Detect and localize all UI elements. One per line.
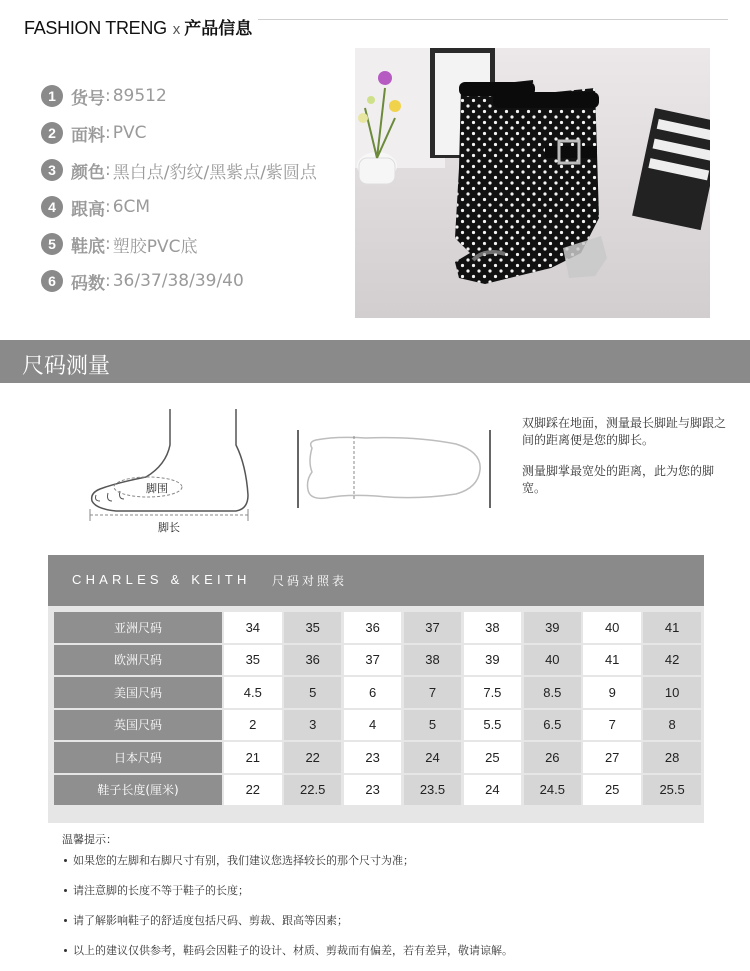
size-cell: 6 [344, 677, 402, 708]
size-cell: 38 [464, 612, 522, 643]
size-cell: 22 [224, 775, 282, 806]
size-cell: 24.5 [524, 775, 582, 806]
info-label: 货号 [71, 88, 105, 109]
info-label: 鞋底 [71, 236, 105, 257]
size-cell: 5 [404, 710, 462, 741]
number-badge: 6 [41, 270, 63, 292]
tip-text: 请了解影响鞋子的舒适度包括尺码、剪裁、跟高等因素； [73, 914, 348, 927]
foot-side-diagram [86, 405, 256, 535]
row-header: 亚洲尺码 [54, 612, 222, 643]
info-value: 36/37/38/39/40 [112, 271, 244, 291]
size-cell: 35 [224, 645, 282, 676]
tip-item [62, 882, 249, 898]
info-label: 面料 [71, 125, 105, 146]
info-row-color: 3 颜色 : 黑白点/豹纹/黑紫点/紫圆点 [41, 158, 317, 182]
number-badge: 2 [41, 122, 63, 144]
product-photo [355, 48, 710, 318]
header-divider [258, 19, 728, 20]
brand-header [24, 14, 252, 40]
size-cell: 25 [464, 742, 522, 773]
size-cell: 37 [404, 612, 462, 643]
number-badge: 5 [41, 233, 63, 255]
info-value: 6CM [112, 197, 151, 217]
size-cell: 5 [284, 677, 342, 708]
size-cell: 9 [583, 677, 641, 708]
size-table [48, 555, 704, 823]
size-cell: 5.5 [464, 710, 522, 741]
number-badge: 3 [41, 159, 63, 181]
section-header [0, 340, 750, 383]
info-row-heel-height: 4 跟高 : 6CM [41, 195, 150, 219]
size-cell: 23.5 [404, 775, 462, 806]
size-cell: 23 [344, 775, 402, 806]
size-cell: 38 [404, 645, 462, 676]
info-label: 跟高 [71, 199, 105, 220]
row-header: 欧洲尺码 [54, 645, 222, 676]
row-header: 美国尺码 [54, 677, 222, 708]
size-cell: 7 [404, 677, 462, 708]
info-value: 黑白点/豹纹/黑紫点/紫圆点 [112, 162, 317, 183]
size-cell: 41 [643, 612, 701, 643]
foot-top-diagram [296, 428, 494, 510]
size-cell: 25.5 [643, 775, 701, 806]
size-cell: 22 [284, 742, 342, 773]
size-cell: 40 [524, 645, 582, 676]
row-header: 鞋子长度(厘米) [54, 775, 222, 806]
row-header: 日本尺码 [54, 742, 222, 773]
size-cell: 27 [583, 742, 641, 773]
section-title: 尺码测量 [22, 354, 111, 379]
size-cell: 7.5 [464, 677, 522, 708]
size-cell: 25 [583, 775, 641, 806]
size-cell: 8.5 [524, 677, 582, 708]
foot-length-note: 双脚踩在地面，测量最长脚趾与脚跟之间的距离便是您的脚长。 [522, 416, 727, 447]
tip-item [62, 942, 513, 958]
info-value: 89512 [112, 86, 167, 106]
tips-title: 温馨提示： [62, 833, 117, 846]
row-header: 英国尺码 [54, 710, 222, 741]
brand-separator: x [172, 21, 181, 38]
foot-width-note: 测量脚掌最宽处的距离，此为您的脚宽。 [522, 464, 715, 495]
size-cell: 24 [464, 775, 522, 806]
info-value: PVC [112, 123, 147, 143]
size-cell: 6.5 [524, 710, 582, 741]
size-cell: 42 [643, 645, 701, 676]
info-row-sole: 5 鞋底 : 塑胶PVC底 [41, 232, 198, 256]
tip-text: 如果您的左脚和右脚尺寸有别，我们建议您选择较长的那个尺寸为准； [73, 854, 414, 867]
tip-item [62, 852, 414, 868]
size-cell: 35 [284, 612, 342, 643]
size-cell: 24 [404, 742, 462, 773]
size-cell: 39 [524, 612, 582, 643]
size-cell: 4 [344, 710, 402, 741]
info-label: 码数 [71, 273, 105, 294]
size-cell: 21 [224, 742, 282, 773]
size-cell: 36 [344, 612, 402, 643]
number-badge: 4 [41, 196, 63, 218]
size-cell: 10 [643, 677, 701, 708]
size-cell: 41 [583, 645, 641, 676]
size-cell: 2 [224, 710, 282, 741]
size-cell: 36 [284, 645, 342, 676]
info-row-sizes: 6 码数 : 36/37/38/39/40 [41, 269, 244, 293]
tip-text: 请注意脚的长度不等于鞋子的长度； [73, 884, 249, 897]
size-cell: 8 [643, 710, 701, 741]
page-title: 产品信息 [184, 19, 253, 39]
size-cell: 40 [583, 612, 641, 643]
size-cell: 4.5 [224, 677, 282, 708]
size-cell: 7 [583, 710, 641, 741]
size-cell: 22.5 [284, 775, 342, 806]
foot-girth-label: 脚围 [146, 482, 168, 495]
info-row-item-number: 1 货号 : 89512 [41, 84, 167, 108]
size-cell: 23 [344, 742, 402, 773]
table-caption: 尺码对照表 [272, 574, 348, 588]
brand-name: FASHION TRENG [24, 18, 167, 38]
size-cell: 39 [464, 645, 522, 676]
foot-length-label: 脚长 [158, 521, 180, 534]
size-cell: 37 [344, 645, 402, 676]
size-cell: 34 [224, 612, 282, 643]
number-badge: 1 [41, 85, 63, 107]
tip-item [62, 912, 348, 928]
info-row-material: 2 面料 : PVC [41, 121, 147, 145]
size-cell: 3 [284, 710, 342, 741]
size-cell: 28 [643, 742, 701, 773]
info-value: 塑胶PVC底 [112, 236, 198, 257]
info-label: 颜色 [71, 162, 105, 183]
size-cell: 26 [524, 742, 582, 773]
size-table-header [48, 555, 704, 606]
table-brand: CHARLES & KEITH [72, 572, 251, 587]
tip-text: 以上的建议仅供参考，鞋码会因鞋子的设计、材质、剪裁而有偏差，若有差异，敬请谅解。 [73, 944, 513, 957]
